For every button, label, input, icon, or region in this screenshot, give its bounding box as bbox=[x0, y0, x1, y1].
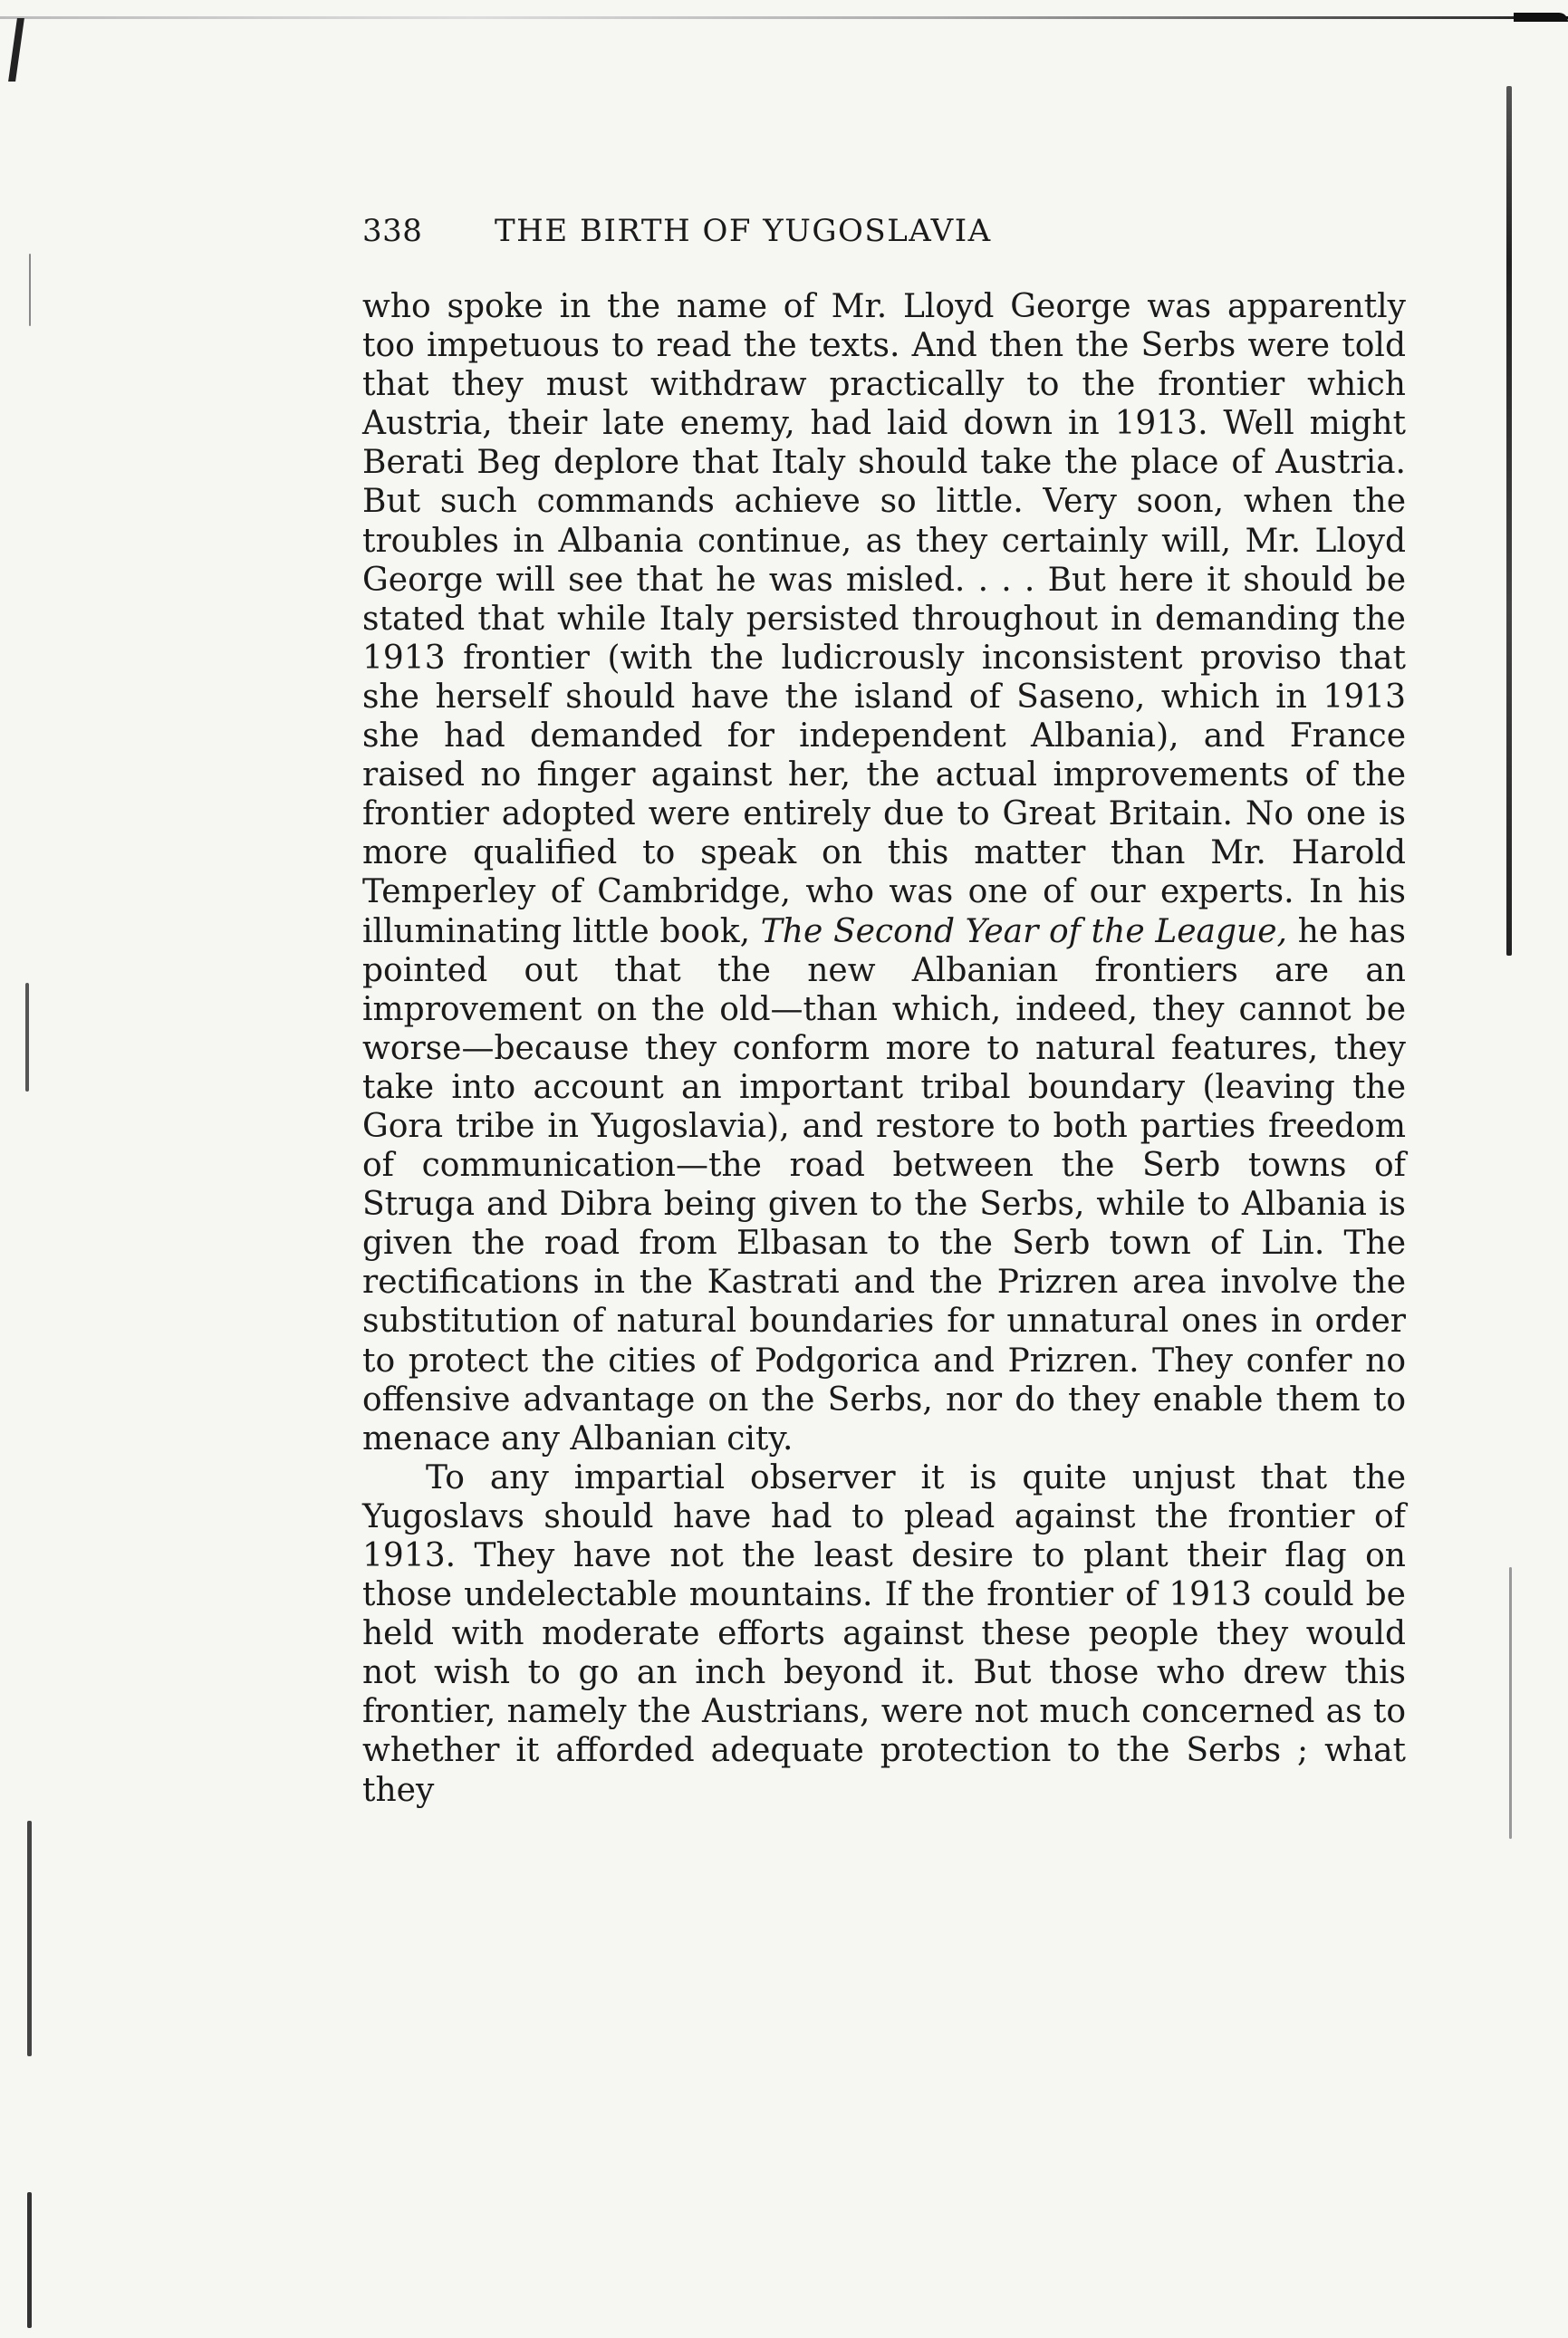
scan-left-edge-mark bbox=[29, 254, 31, 326]
scan-right-edge-shadow-lower bbox=[1509, 1567, 1512, 1839]
scan-left-edge-mark bbox=[25, 983, 29, 1092]
scan-left-mark bbox=[8, 18, 24, 82]
book-title: The Second Year of the League, bbox=[760, 912, 1287, 950]
scan-top-edge bbox=[0, 16, 1568, 19]
body-text bbox=[362, 287, 1406, 1810]
scan-left-edge-mark bbox=[27, 1821, 32, 2056]
paragraph-2: To any impartial observer it is quite unjust that the Yugoslavs should have had to plead against the frontier of 1913. They have not the least desire to plant their flag on those undelectable mountains. If the frontier of 1913 could be held with moderate efforts against these people they would not wish to go an inch beyond it. But those who drew this frontier, namely the Austrians, were not much concerned as to whether it afforded adequate protection to the Serbs ; what they bbox=[362, 1458, 1406, 1809]
paragraph-1-part-2: he has pointed out that the new Albanian frontiers are an improvement on the old—than which, indeed, they cannot be worse—because they conform more to natural features, they take into account an important tribal boundary (leaving the Gora tribe in Yugoslavia), and restore to both parties freedom of communication—the road between the Serb towns of Struga and Dibra being given to the Serbs, while to Albania is given the road from Elbasan to the Serb town of Lin. The rectifications in the Kastrati and the Prizren area involve the substitution of natural boundaries for unnatural ones in order to protect the cities of Podgorica and Prizren. They confer no offensive advantage on the Serbs, nor do they enable them to menace any Albanian city. bbox=[362, 912, 1406, 1458]
scan-right-edge-shadow bbox=[1506, 86, 1512, 956]
scan-left-edge-mark bbox=[27, 2192, 32, 2328]
scan-corner-mark bbox=[1514, 13, 1568, 58]
page-number: 338 bbox=[362, 213, 423, 249]
running-title: THE BIRTH OF YUGOSLAVIA bbox=[495, 213, 992, 249]
book-page bbox=[362, 213, 1406, 1810]
paragraph-1-part-1: who spoke in the name of Mr. Lloyd George was apparently too impetuous to read the texts. And then the Serbs were told that they must withdraw practically to the frontier which Austria, their late enemy, had laid down in 1913. Well might Berati Beg deplore that Italy should take the place of Austria. But such commands achieve so little. Very soon, when the troubles in Albania continue, as they certainly will, Mr. Lloyd George will see that he was misled. . . . But here it should be stated that while Italy persisted throughout in demanding the 1913 frontier (with the ludicrously inconsistent proviso that she herself should have the island of Saseno, which in 1913 she had demanded for independent Albania), and France raised no finger against her, the actual improvements of the frontier adopted were entirely due to Great Britain. No one is more qualified to speak on this matter than Mr. Harold Temperley of Cambridge, who was one of our experts. In his illuminating little book, bbox=[362, 288, 1406, 950]
paragraph-1 bbox=[362, 287, 1406, 1458]
running-head bbox=[362, 213, 1406, 267]
